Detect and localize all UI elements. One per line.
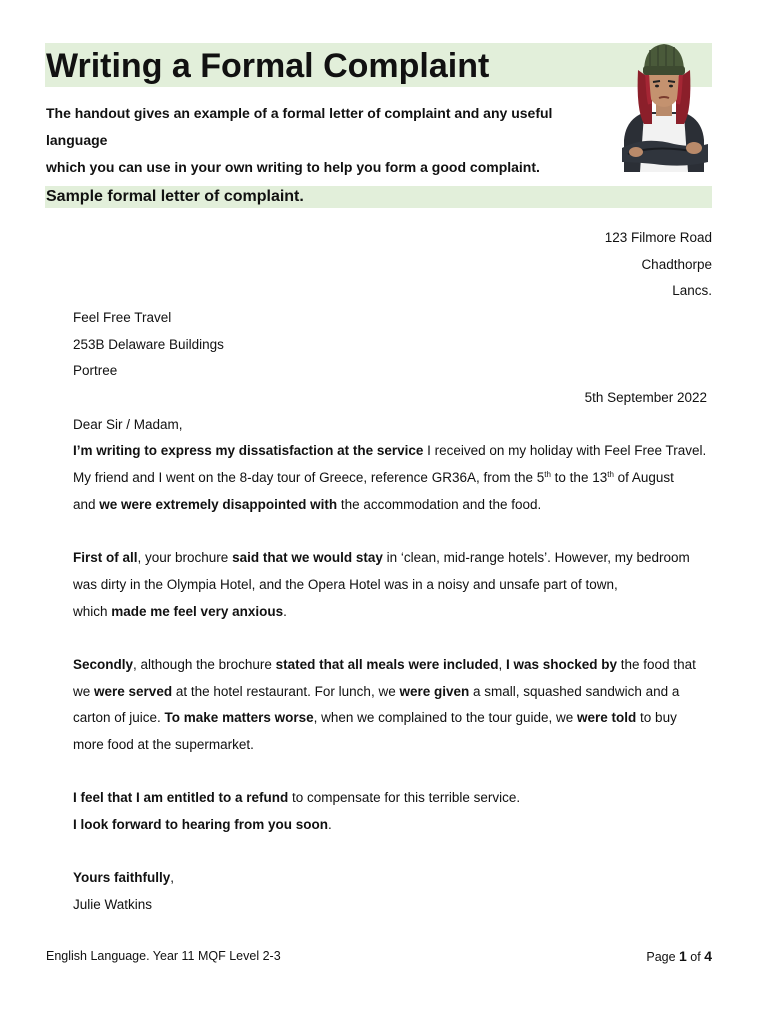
paragraph-1-line-3: and we were extremely disappointed with the accommodation and the food.	[73, 496, 542, 512]
page-title: Writing a Formal Complaint	[46, 47, 490, 85]
paragraph-1-line-2: My friend and I went on the 8-day tour of Greece, reference GR36A, from the 5th to the 13th of August	[73, 470, 674, 486]
signature: Julie Watkins	[73, 897, 153, 913]
intro-paragraph	[46, 100, 606, 181]
paragraph-gap	[73, 519, 715, 546]
footer-page-number: Page 1 of 4	[646, 948, 712, 964]
greeting: Dear Sir / Madam,	[73, 416, 183, 432]
sender-address-line: 123 Filmore Road	[604, 230, 712, 245]
paragraph-3-line-1: Secondly, although the brochure stated that all meals were included, I was shocked by the food that	[73, 656, 696, 672]
paragraph-3-line-2: we were served at the hotel restaurant. For lunch, we were given a small, squashed sandwich and a	[73, 683, 680, 699]
recipient-address-line: Feel Free Travel	[73, 310, 172, 325]
recipient-address-line: 253B Delaware Buildings	[73, 336, 224, 352]
sender-address	[605, 225, 712, 305]
intro-line: The handout gives an example of a formal letter of complaint and any useful language	[46, 105, 553, 148]
paragraph-2-line-2: was dirty in the Olympia Hotel, and the Opera Hotel was in a noisy and unsafe part of town,	[73, 576, 618, 592]
closing: Yours faithfully,	[73, 870, 175, 886]
paragraph-3-line-4: more food at the supermarket.	[73, 737, 254, 752]
footer-course: English Language. Year 11 MQF Level 2-3	[46, 949, 281, 963]
paragraph-4-line-1: I feel that I am entitled to a refund to compensate for this terrible service.	[73, 790, 521, 806]
paragraph-4-line-2: I look forward to hearing from you soon.	[73, 817, 332, 833]
paragraph-2-line-1: First of all, your brochure said that we would stay in ‘clean, mid-range hotels’. However, my bedroom	[73, 550, 690, 566]
paragraph-gap	[73, 759, 715, 786]
section-subtitle: Sample formal letter of complaint.	[46, 188, 304, 205]
paragraph-1-line-1: I’m writing to express my dissatisfaction at the service I received on my holiday with Feel Free Travel.	[73, 443, 707, 459]
sender-address-line: Lancs.	[672, 283, 712, 299]
intro-line: which you can use in your own writing to help you form a good complaint.	[46, 159, 540, 175]
paragraph-2-line-3: which made me feel very anxious.	[73, 603, 287, 619]
recipient-address-line: Portree	[73, 363, 118, 379]
woman-avatar-illustration	[614, 40, 714, 172]
paragraph-3-line-3: carton of juice. To make matters worse, when we complained to the tour guide, we were told to buy	[73, 710, 677, 726]
letter-date: 5th September 2022	[584, 390, 707, 406]
paragraph-gap	[73, 839, 715, 866]
paragraph-gap	[73, 625, 715, 652]
sender-address-line: Chadthorpe	[641, 256, 712, 272]
letter-body	[73, 305, 715, 919]
